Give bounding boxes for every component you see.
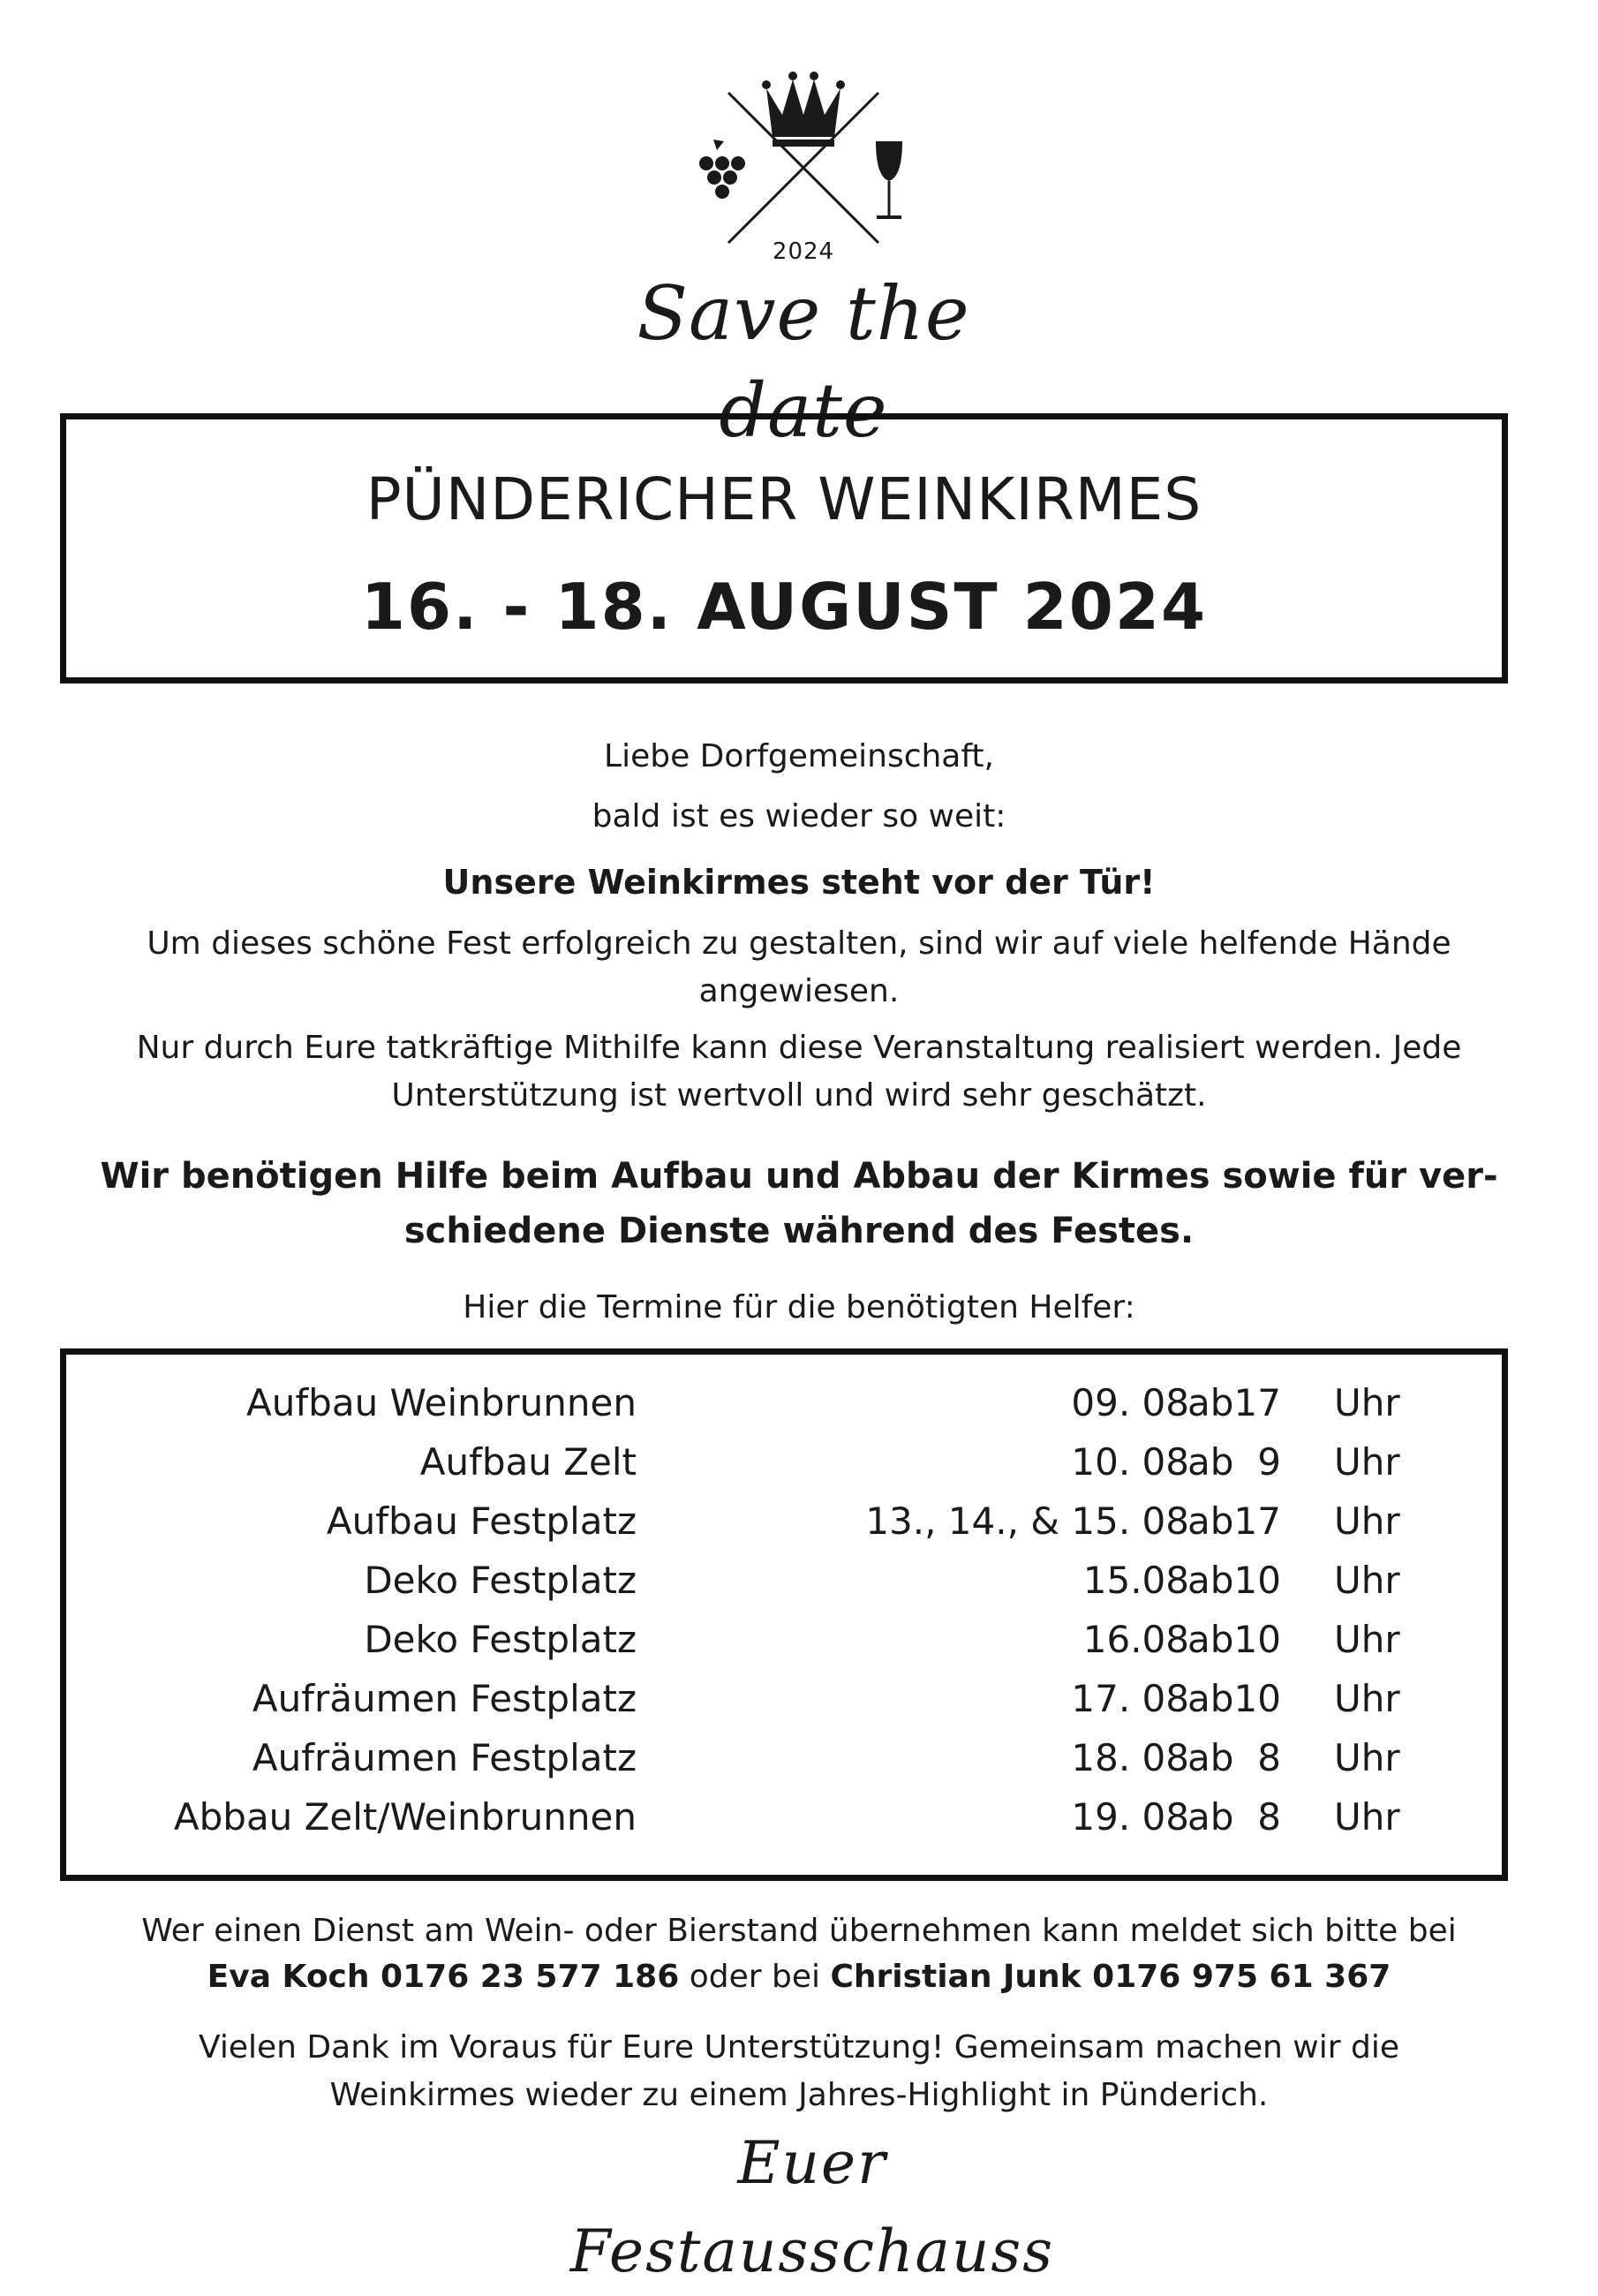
contact-or: oder bei bbox=[689, 1959, 820, 1995]
schedule-date: 16.08 bbox=[1082, 1618, 1189, 1661]
grapes-icon bbox=[699, 140, 745, 199]
highlight-line: Unsere Weinkirmes steht vor der Tür! bbox=[442, 863, 1156, 902]
schedule-ab: ab bbox=[1187, 1381, 1234, 1424]
greeting: Liebe Dorfgemeinschaft, bbox=[604, 738, 994, 774]
contact-intro: Wer einen Dienst am Wein- oder Bierstand übernehmen kann meldet sich bitte bei bbox=[141, 1913, 1457, 1949]
schedule-row bbox=[66, 1788, 1502, 1847]
crown-icon bbox=[762, 72, 845, 147]
schedule-task: Aufbau Zelt bbox=[419, 1440, 637, 1484]
schedule-row bbox=[66, 1433, 1502, 1492]
schedule-task: Aufbau Weinbrunnen bbox=[246, 1381, 637, 1424]
schedule-hour: 10 bbox=[1233, 1677, 1281, 1720]
signature-script: Euer Festausschauss bbox=[569, 2129, 1055, 2285]
schedule-hour: 10 bbox=[1233, 1559, 1281, 1602]
save-the-date-script: Save the date bbox=[637, 270, 970, 454]
schedule-date: 19. 08 bbox=[1071, 1795, 1189, 1839]
schedule-row bbox=[66, 1552, 1502, 1610]
event-date: 16. - 18. AUGUST 2024 bbox=[360, 570, 1208, 644]
schedule-ab: ab bbox=[1187, 1677, 1234, 1720]
schedule-uhr: Uhr bbox=[1334, 1618, 1400, 1661]
intro-line: bald ist es wieder so weit: bbox=[592, 798, 1006, 835]
schedule-task: Deko Festplatz bbox=[364, 1559, 637, 1602]
schedule-ab: ab bbox=[1187, 1618, 1234, 1661]
schedule-uhr: Uhr bbox=[1334, 1677, 1400, 1720]
schedule-hour: 8 bbox=[1257, 1795, 1281, 1839]
schedule-row bbox=[66, 1611, 1502, 1669]
schedule-ab: ab bbox=[1187, 1559, 1234, 1602]
schedule-date: 10. 08 bbox=[1071, 1440, 1189, 1484]
schedule-hour: 17 bbox=[1233, 1499, 1281, 1543]
contact-persons bbox=[71, 1953, 1527, 2001]
contact-person-1: Eva Koch 0176 23 577 186 bbox=[207, 1959, 680, 1995]
schedule-task: Abbau Zelt/Weinbrunnen bbox=[173, 1795, 637, 1839]
schedule-hour: 17 bbox=[1233, 1381, 1281, 1424]
event-header-box bbox=[60, 413, 1508, 684]
schedule-date: 13., 14., & 15. 08 bbox=[865, 1499, 1189, 1543]
schedule-date: 17. 08 bbox=[1071, 1677, 1189, 1720]
schedule-ab: ab bbox=[1187, 1736, 1234, 1779]
closing-line-2: Weinkirmes wieder zu einem Jahres-Highlight in Pünderich. bbox=[329, 2077, 1269, 2113]
wine-glass-icon bbox=[876, 141, 902, 217]
schedule-uhr: Uhr bbox=[1334, 1381, 1400, 1424]
schedule-hour: 10 bbox=[1233, 1618, 1281, 1661]
paragraph-2-line-2: Unterstützung ist wertvoll und wird sehr geschätzt. bbox=[391, 1077, 1207, 1114]
schedule-task: Deko Festplatz bbox=[364, 1618, 637, 1661]
schedule-uhr: Uhr bbox=[1334, 1440, 1400, 1484]
event-title: PÜNDERICHER WEINKIRMES bbox=[366, 465, 1202, 533]
help-needed-line-1: Wir benötigen Hilfe beim Aufbau und Abbau der Kirmes sowie für ver- bbox=[100, 1156, 1498, 1197]
paragraph-1-line-1: Um dieses schöne Fest erfolgreich zu gestalten, sind wir auf viele helfende Hände bbox=[147, 925, 1451, 962]
contact-person-2: Christian Junk 0176 975 61 367 bbox=[830, 1959, 1391, 1995]
festival-logo bbox=[689, 53, 918, 300]
schedule-row bbox=[66, 1729, 1502, 1787]
schedule-date: 09. 08 bbox=[1071, 1381, 1189, 1424]
closing-line-1: Vielen Dank im Voraus für Eure Unterstützung! Gemeinsam machen wir die bbox=[199, 2029, 1399, 2066]
schedule-row bbox=[66, 1374, 1502, 1432]
schedule-uhr: Uhr bbox=[1334, 1736, 1400, 1779]
schedule-uhr: Uhr bbox=[1334, 1795, 1400, 1839]
schedule-task: Aufräumen Festplatz bbox=[252, 1677, 637, 1720]
schedule-ab: ab bbox=[1187, 1499, 1234, 1543]
paragraph-1-line-2: angewiesen. bbox=[698, 973, 900, 1009]
schedule-box bbox=[60, 1348, 1508, 1881]
schedule-uhr: Uhr bbox=[1334, 1559, 1400, 1602]
schedule-uhr: Uhr bbox=[1334, 1499, 1400, 1543]
schedule-date: 18. 08 bbox=[1071, 1736, 1189, 1779]
schedule-hour: 9 bbox=[1257, 1440, 1281, 1484]
schedule-hour: 8 bbox=[1257, 1736, 1281, 1779]
schedule-ab: ab bbox=[1187, 1440, 1234, 1484]
logo-year: 2024 bbox=[772, 238, 835, 265]
schedule-ab: ab bbox=[1187, 1795, 1234, 1839]
schedule-row bbox=[66, 1670, 1502, 1728]
paragraph-2-line-1: Nur durch Eure tatkräftige Mithilfe kann diese Veranstaltung realisiert werden. Jede bbox=[136, 1030, 1462, 1066]
schedule-row bbox=[66, 1492, 1502, 1551]
schedule-task: Aufräumen Festplatz bbox=[252, 1736, 637, 1779]
help-needed-line-2: schiedene Dienste während des Festes. bbox=[403, 1211, 1195, 1251]
schedule-intro: Hier die Termine für die benötigten Helfer: bbox=[463, 1289, 1135, 1325]
schedule-task: Aufbau Festplatz bbox=[326, 1499, 637, 1543]
schedule-date: 15.08 bbox=[1082, 1559, 1189, 1602]
